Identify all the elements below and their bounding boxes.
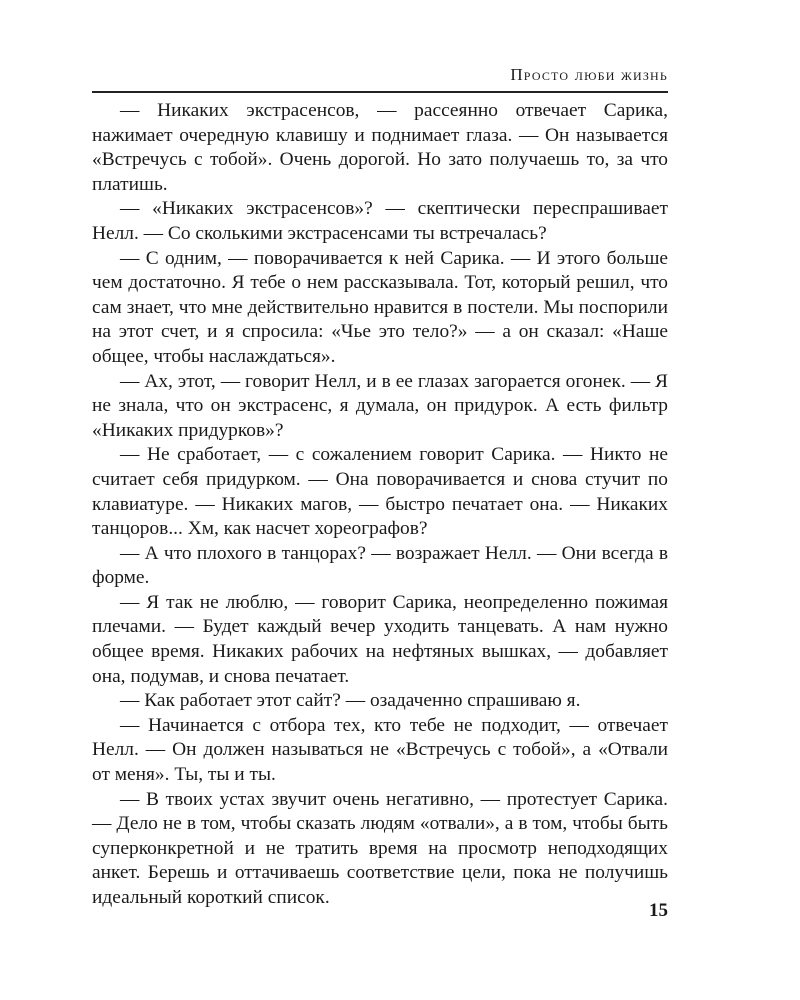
paragraph: — А что плохого в танцорах? — возражает Нелл. — Они всегда в форме. — [92, 542, 668, 589]
body-text — [92, 99, 668, 911]
paragraph: — С одним, — поворачивается к ней Сарика. — И этого больше чем достаточно. Я тебе о нем рассказывала. Тот, который решил, что сам знает, что мне действительно нравится в постели. Мы поспорили на этот счет, и я спросила: «Чье это тело?» — а он сказал: «Наше общее, чтобы наслаждаться». — [92, 247, 668, 367]
paragraph: — Начинается с отбора тех, кто тебе не подходит, — отвечает Нелл. — Он должен называться не «Встречусь с тобой», а «Отвали от меня». Ты, ты и ты. — [92, 714, 668, 786]
paragraph: — В твоих устах звучит очень негативно, — протестует Сарика. — Дело не в том, чтобы сказать людям «отвали», а в том, чтобы быть суперконкретной и не тратить время на просмотр неподходящих анкет. Берешь и оттачиваешь соответствие цели, пока не получишь идеальный короткий список. — [92, 788, 668, 908]
paragraph: — «Никаких экстрасенсов»? — скептически переспрашивает Нелл. — Со сколькими экстрасенсами ты встречалась? — [92, 198, 668, 244]
page-number: 15 — [649, 900, 668, 921]
paragraph: — Ах, этот, — говорит Нелл, и в ее глазах загорается огонек. — Я не знала, что он экстрасенс, я думала, он придурок. А есть фильтр «Никаких придурков»? — [92, 370, 668, 441]
paragraph: — Как работает этот сайт? — озадаченно спрашиваю я. — [120, 690, 581, 712]
running-header: Просто люби жизнь — [510, 65, 668, 84]
paragraph: — Никаких экстрасенсов, — рассеянно отвечает Сарика, нажимает очередную клавишу и поднимает глаза. — Он называется «Встречусь с тобой». Очень дорогой. Но зато получаешь то, за что платишь. — [92, 100, 668, 195]
paragraph: — Не сработает, — с сожалением говорит Сарика. — Никто не считает себя придурком. — Она поворачивается и снова стучит по клавиатуре. — Никаких магов, — быстро печатает она. — Никаких танцоров... Хм, как насчет хореографов? — [92, 444, 668, 540]
paragraph: — Я так не люблю, — говорит Сарика, неопределенно пожимая плечами. — Будет каждый вечер уходить танцевать. А нам нужно общее время. Никаких рабочих на нефтяных вышках, — добавляет она, подумав, и снова печатает. — [92, 591, 668, 687]
header-rule — [92, 91, 668, 93]
